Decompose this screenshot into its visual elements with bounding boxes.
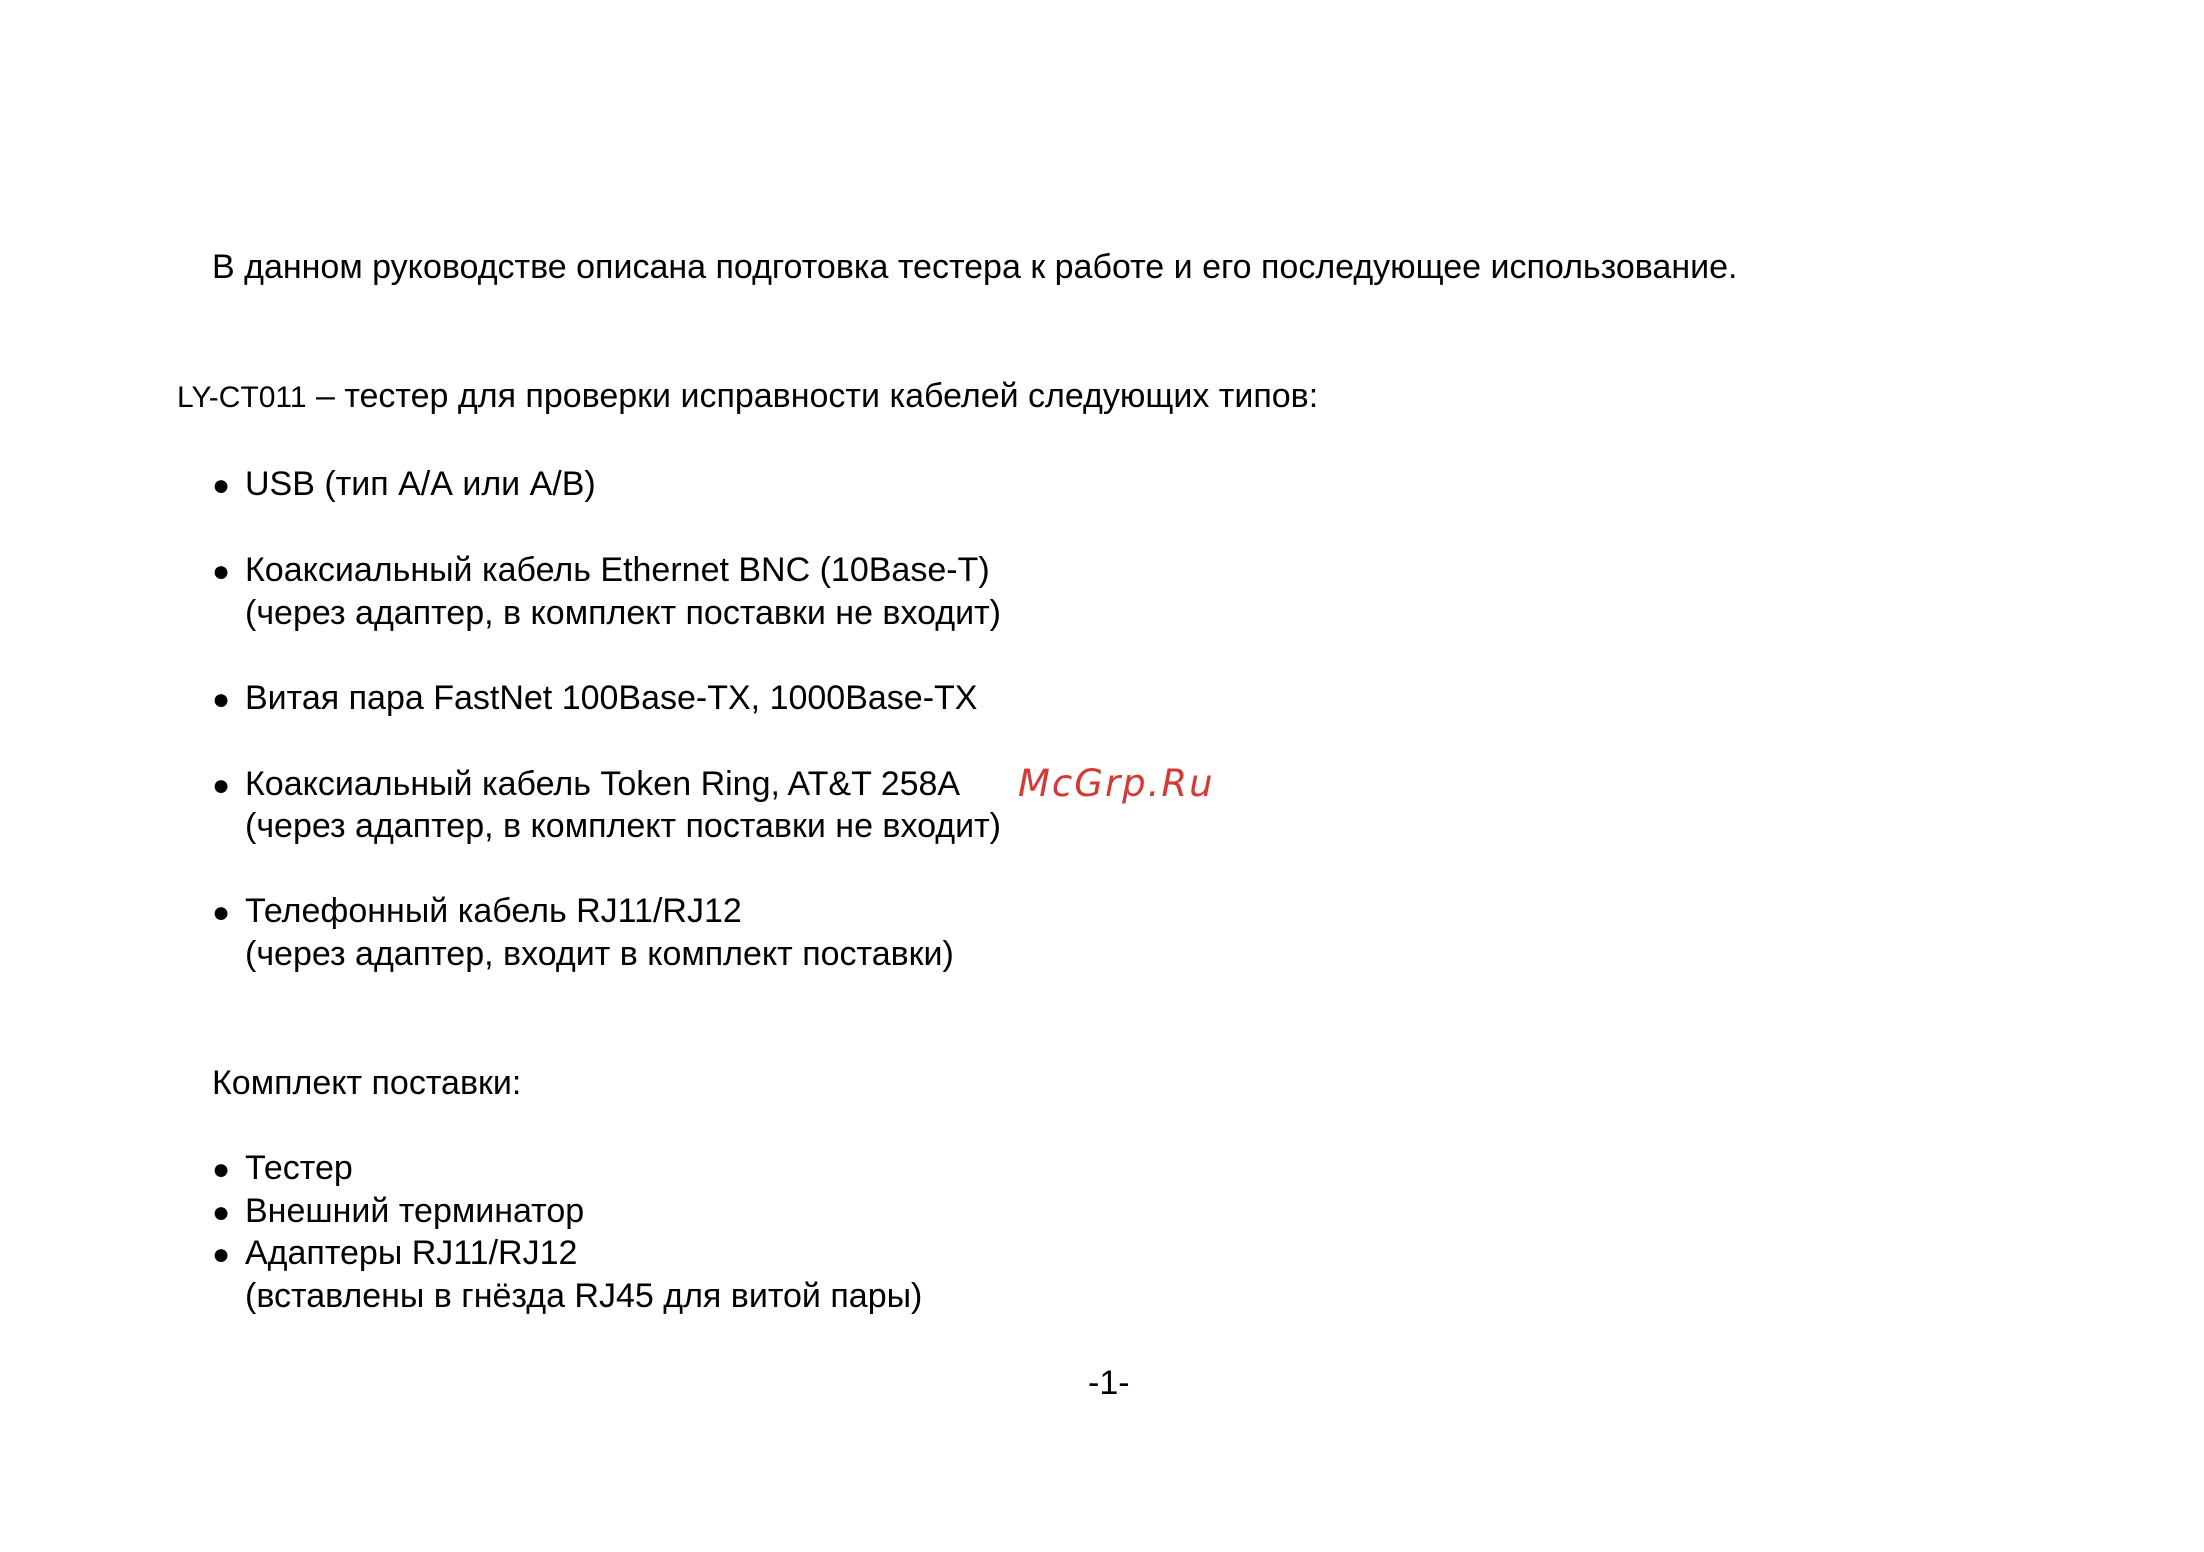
bullet-icon: ● — [212, 1196, 231, 1229]
list-item: Витая пара FastNet 100Base-TX, 1000Base-TX — [245, 679, 978, 717]
bullet-icon: ● — [212, 683, 231, 716]
intro-paragraph: В данном руководстве описана подготовка тестера к работе и его последующее использование. — [212, 248, 1738, 286]
package-heading: Комплект поставки: — [212, 1064, 522, 1102]
bullet-icon: ● — [212, 769, 231, 802]
list-item: Коаксиальный кабель Ethernet BNC (10Base-T) — [245, 551, 990, 589]
list-item-note: (через адаптер, в комплект поставки не входит) — [245, 594, 1002, 632]
list-item-note: (через адаптер, входит в комплект поставки) — [245, 935, 954, 973]
bullet-icon: ● — [212, 1238, 231, 1271]
list-item: Коаксиальный кабель Token Ring, AT&T 258A — [245, 765, 961, 803]
bullet-icon: ● — [212, 1153, 231, 1186]
bullet-icon: ● — [212, 469, 231, 502]
model-name: LY-CT011 — [177, 381, 307, 414]
list-item: Тестер — [245, 1149, 353, 1187]
watermark: McGrp.Ru — [1018, 762, 1215, 805]
list-item-note: (через адаптер, в комплект поставки не входит) — [245, 807, 1002, 845]
list-item: Внешний терминатор — [245, 1192, 585, 1230]
cable-types-heading — [177, 375, 1318, 419]
page-number: -1- — [1088, 1364, 1130, 1402]
list-item: USB (тип А/А или А/В) — [245, 465, 596, 503]
list-item: Адаптеры RJ11/RJ12 — [245, 1234, 578, 1272]
bullet-icon: ● — [212, 896, 231, 929]
bullet-icon: ● — [212, 555, 231, 588]
list-item: Телефонный кабель RJ11/RJ12 — [245, 892, 742, 930]
cable-types-heading-text: – тестер для проверки исправности кабелей следующих типов: — [306, 377, 1319, 415]
list-item-note: (вставлены в гнёзда RJ45 для витой пары) — [245, 1277, 923, 1315]
